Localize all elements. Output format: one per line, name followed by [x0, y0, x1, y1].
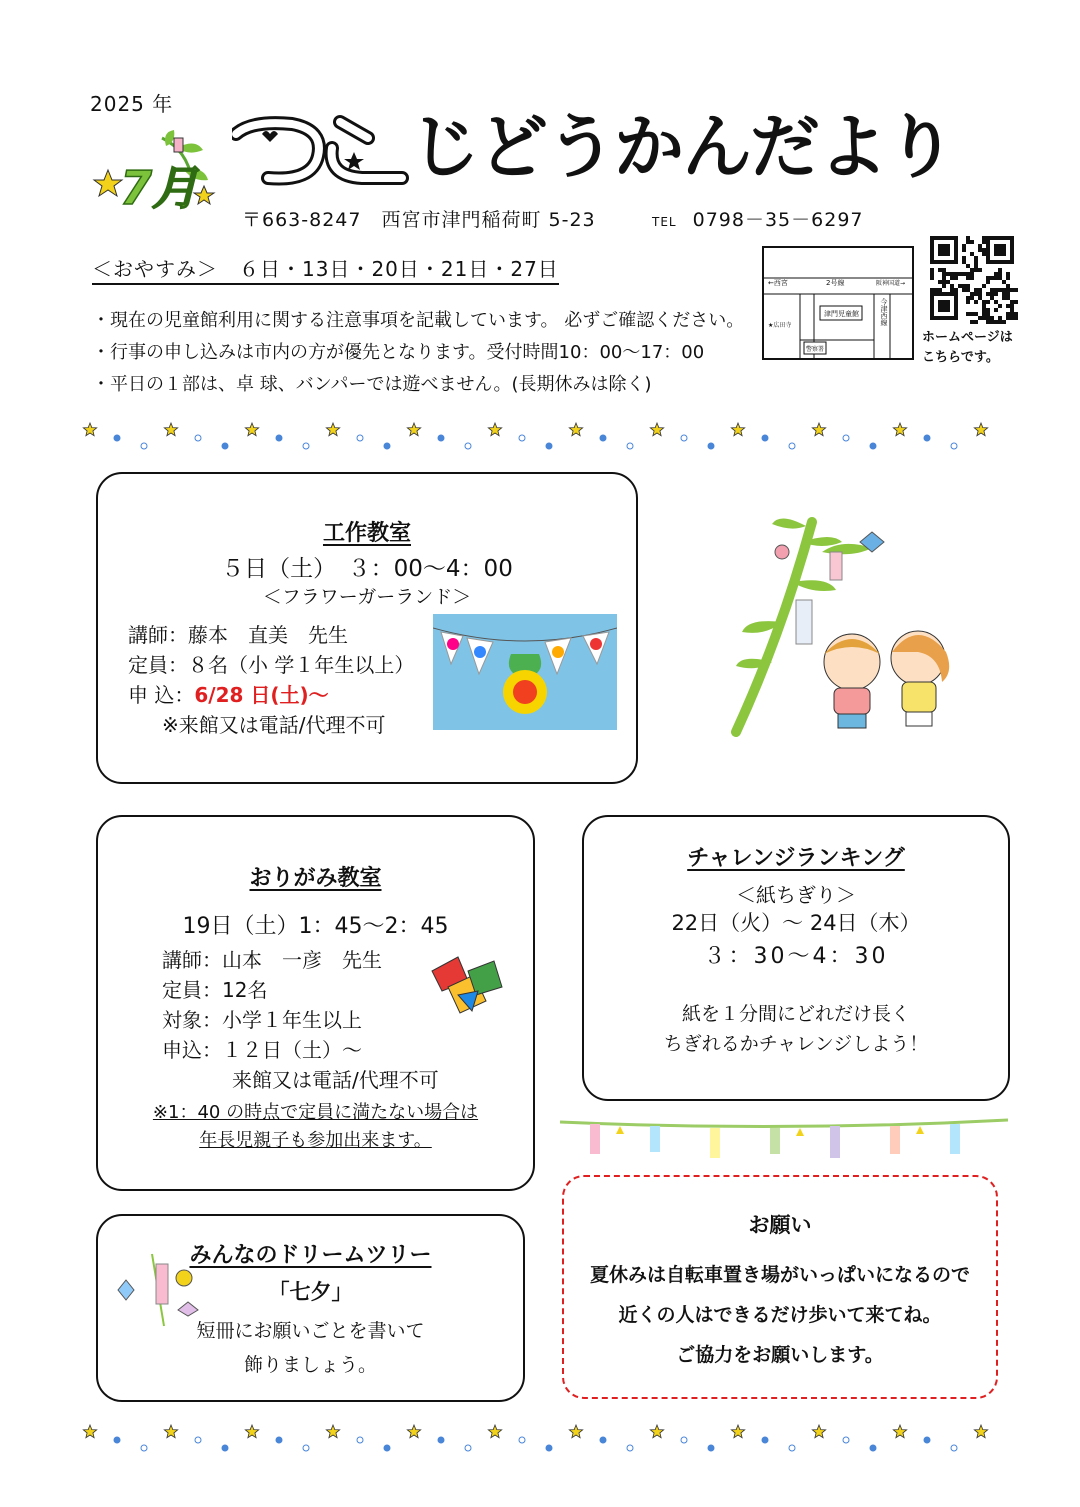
dot-icon [843, 435, 849, 441]
origami-title: おりがみ教室 [249, 866, 382, 891]
challenge-desc-line: 紙を１分間にどれだけ長く [681, 1003, 910, 1025]
origami-note [98, 1099, 533, 1155]
map-label: ←西宮 [768, 279, 788, 287]
dot-icon [276, 1437, 282, 1443]
origami-class-box [96, 815, 535, 1191]
newsletter-title: じどうかんだより [410, 106, 954, 188]
challenge-description [584, 999, 1008, 1059]
dot-icon [438, 1437, 444, 1443]
month-badge [92, 130, 222, 230]
star-icon [488, 423, 501, 436]
dream-tree-box [96, 1214, 525, 1402]
request-body [564, 1255, 996, 1375]
dot-icon [114, 1437, 120, 1443]
challenge-subtitle: ＜紙ちぎり＞ [736, 883, 856, 907]
dot-icon [303, 443, 309, 449]
star-icon [569, 423, 582, 436]
craft-apply [128, 680, 414, 710]
dot-icon [870, 443, 876, 449]
origami-date: 19日（土）1：45～2：45 [182, 914, 449, 939]
craft-note: ※来館又は電話/代理不可 [162, 713, 386, 737]
holiday-list: ＜おやすみ＞ ６日・13日・20日・21日・27日 [92, 253, 559, 285]
craft-subtitle: ＜フラワーガーランド＞ [262, 586, 472, 608]
star-icon [83, 423, 96, 436]
dot-icon [600, 1437, 606, 1443]
star-icon [812, 1425, 825, 1438]
dot-icon [951, 443, 957, 449]
origami-apply: 申込：１２日（土）～ [162, 1038, 362, 1062]
star-icon [83, 1425, 96, 1438]
apply-label: 申 込： [128, 683, 195, 707]
request-line: 近くの人はできるだけ歩いて来てね。 [618, 1304, 942, 1326]
map-label: 今津西線 [880, 298, 888, 326]
craft-details [128, 620, 414, 740]
dot-icon [303, 1445, 309, 1451]
dot-icon [600, 435, 606, 441]
star-icon [650, 1425, 663, 1438]
dot-icon [708, 1445, 714, 1451]
notice-list [92, 305, 772, 401]
challenge-title: チャレンジランキング [687, 846, 905, 871]
star-icon [164, 423, 177, 436]
dot-icon [465, 443, 471, 449]
tanabata-ornament-icon [112, 1250, 202, 1330]
tanzaku-garland-decoration [560, 1106, 1008, 1166]
star-divider [80, 418, 1020, 458]
origami-method: 来館又は電話/代理不可 [232, 1068, 439, 1092]
dot-icon [627, 443, 633, 449]
challenge-ranking-box [582, 815, 1010, 1101]
craft-capacity: 定員：８名（小 学１年生以上） [128, 653, 415, 677]
dot-icon [762, 1437, 768, 1443]
star-icon [812, 423, 825, 436]
dot-icon [195, 435, 201, 441]
star-icon [245, 1425, 258, 1438]
star-icon [326, 423, 339, 436]
qr-code[interactable] [930, 236, 1018, 324]
address: 〒663-8247 西宮市津門稲荷町 5-23 [242, 209, 596, 231]
dream-desc-line: 飾りましょう。 [243, 1354, 377, 1376]
dream-desc-line: 短冊にお願いごとを書いて [196, 1320, 425, 1342]
qr-caption-line: ホームページは [922, 330, 1013, 345]
dot-icon [924, 435, 930, 441]
dot-icon [951, 1445, 957, 1451]
notice-item: ・行事の申し込みは市内の方が優先となります。受付時間10：00～17：00 [92, 342, 705, 363]
star-icon [731, 423, 744, 436]
star-icon [731, 1425, 744, 1438]
challenge-desc-line: ちぎれるかチャレンジしよう！ [663, 1033, 929, 1055]
month-label: 7月 [120, 161, 199, 215]
dot-icon [384, 443, 390, 449]
challenge-date: 22日（火）～ 24日（木） [671, 911, 921, 935]
dot-icon [195, 1437, 201, 1443]
craft-date: ５日（土） ３：00～4：00 [221, 556, 513, 582]
dot-icon [357, 1437, 363, 1443]
dot-icon [843, 1437, 849, 1443]
dot-icon [789, 1445, 795, 1451]
request-line: 夏休みは自転車置き場がいっぱいになるので [589, 1264, 970, 1286]
dot-icon [627, 1445, 633, 1451]
dot-icon [141, 443, 147, 449]
dream-subtitle: 「七夕」 [268, 1280, 353, 1304]
dot-icon [357, 435, 363, 441]
phone-number: 0798－35－6297 [692, 209, 864, 231]
map-label: ★広田寺 [768, 322, 792, 329]
craft-class-box [96, 472, 638, 784]
map-label: 阪神国道→ [876, 280, 906, 287]
star-icon [164, 1425, 177, 1438]
origami-details [162, 945, 439, 1095]
dot-icon [222, 443, 228, 449]
dot-icon [276, 435, 282, 441]
dot-icon [870, 1445, 876, 1451]
origami-note-line: ※1：40 の時点で定員に満たない場合は [152, 1102, 479, 1123]
dot-icon [438, 435, 444, 441]
request-box [562, 1175, 998, 1399]
flower-garland-photo [433, 614, 617, 730]
star-icon [974, 423, 987, 436]
star-icon [488, 1425, 501, 1438]
dot-icon [114, 435, 120, 441]
dot-icon [546, 1445, 552, 1451]
apply-date: 6/28 日(土)～ [194, 683, 329, 707]
origami-teacher: 講師：山本 一彦 先生 [162, 948, 382, 972]
notice-item: ・現在の児童館利用に関する注意事項を記載しています。 必ずご確認ください。 [92, 310, 745, 331]
dot-icon [546, 443, 552, 449]
qr-caption-line: こちらです。 [922, 350, 999, 365]
challenge-time: ３：30～4：30 [703, 944, 889, 969]
star-icon [974, 1425, 987, 1438]
dream-title: みんなのドリームツリー [189, 1243, 432, 1268]
map-label: 津門児童館 [824, 310, 859, 318]
qr-caption [922, 328, 1013, 368]
dot-icon [924, 1437, 930, 1443]
dot-icon [519, 1437, 525, 1443]
star-icon [407, 423, 420, 436]
dot-icon [141, 1445, 147, 1451]
map-label: 警察署 [806, 346, 825, 353]
star-icon [245, 423, 258, 436]
tsuto-logo [232, 112, 412, 190]
origami-note-line: 年長児親子も参加出来ます。 [199, 1130, 432, 1151]
request-line: ご協力をお願いします。 [676, 1344, 884, 1366]
star-divider [80, 1420, 1020, 1460]
request-title: お願い [748, 1213, 812, 1237]
dot-icon [708, 443, 714, 449]
map-label: 2号線 [826, 279, 845, 287]
star-icon [650, 423, 663, 436]
dot-icon [681, 435, 687, 441]
star-icon [893, 423, 906, 436]
origami-target: 対象：小学１年生以上 [162, 1008, 362, 1032]
origami-capacity: 定員：12名 [162, 978, 268, 1002]
phone [652, 205, 864, 232]
dot-icon [789, 443, 795, 449]
notice-item: ・平日の１部は、卓 球、バンパーでは遊べません。(長期休みは除く) [92, 374, 652, 395]
tel-mark: TEL [652, 215, 677, 229]
dot-icon [465, 1445, 471, 1451]
star-icon [569, 1425, 582, 1438]
dot-icon [384, 1445, 390, 1451]
craft-teacher: 講師：藤本 直美 先生 [128, 623, 348, 647]
craft-title: 工作教室 [322, 521, 411, 546]
star-icon [893, 1425, 906, 1438]
star-icon [407, 1425, 420, 1438]
dot-icon [762, 435, 768, 441]
dot-icon [519, 435, 525, 441]
dot-icon [681, 1437, 687, 1443]
access-map [762, 246, 914, 360]
year-label: 2025 年 [90, 92, 174, 116]
star-icon [326, 1425, 339, 1438]
dot-icon [222, 1445, 228, 1451]
origami-crane-icon [428, 951, 504, 1021]
tanabata-children-illustration [722, 512, 962, 738]
